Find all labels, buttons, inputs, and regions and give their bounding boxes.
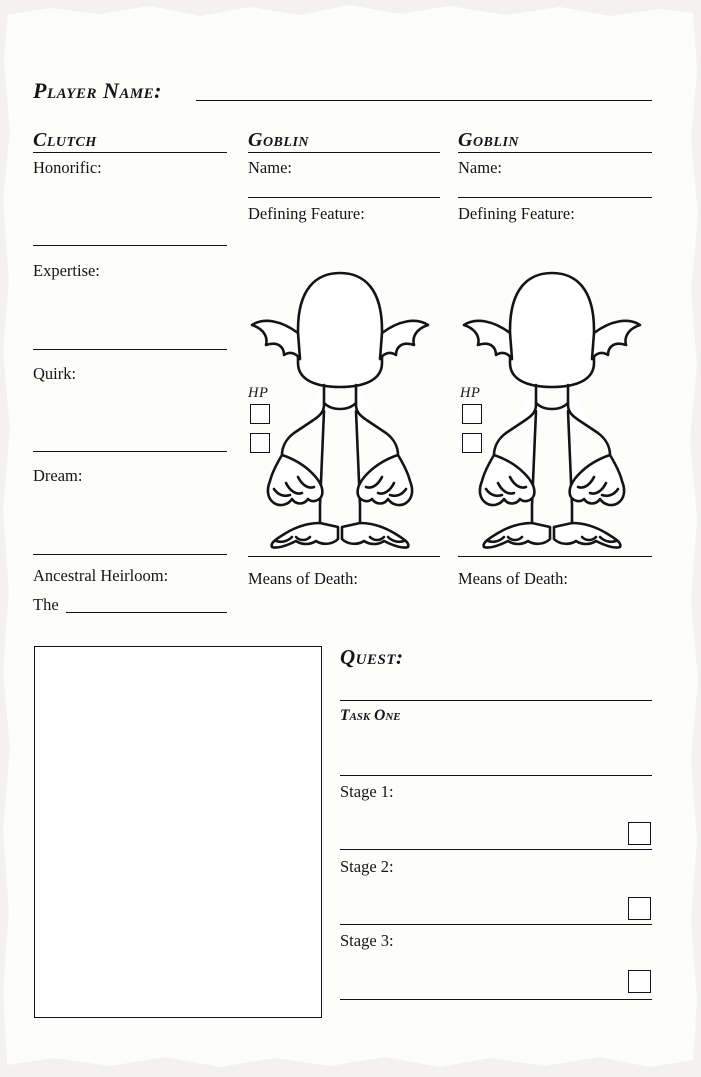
- stage-1-checkbox[interactable]: [628, 822, 651, 845]
- goblin-1-means-of-death-label: Means of Death:: [248, 569, 358, 588]
- ancestral-heirloom-prefix: The: [33, 595, 59, 614]
- stage-2-label: Stage 2:: [340, 857, 394, 876]
- goblin-1-defining-feature-input-line[interactable]: [248, 556, 440, 557]
- dream-label: Dream:: [33, 466, 83, 485]
- expertise-input-line[interactable]: [33, 349, 227, 350]
- clutch-heading: Clutch: [33, 129, 97, 151]
- paper-edge-right: [687, 0, 701, 1077]
- quest-heading: Quest:: [340, 645, 404, 669]
- stage-3-checkbox[interactable]: [628, 970, 651, 993]
- goblin-2-defining-feature-input-line[interactable]: [458, 556, 652, 557]
- honorific-label: Honorific:: [33, 158, 102, 177]
- goblin-2-name-label: Name:: [458, 158, 502, 177]
- stage-3-label: Stage 3:: [340, 931, 394, 950]
- ancestral-heirloom-label: Ancestral Heirloom:: [33, 566, 169, 585]
- paper-edge-top: [0, 0, 701, 22]
- paper-edge-left: [0, 0, 14, 1077]
- expertise-label: Expertise:: [33, 261, 100, 280]
- goblin-1-defining-feature-label: Defining Feature:: [248, 204, 365, 223]
- honorific-input-line[interactable]: [33, 245, 227, 246]
- notes-box[interactable]: [34, 646, 322, 1018]
- goblin-2-defining-feature-label: Defining Feature:: [458, 204, 575, 223]
- stage-1-label: Stage 1:: [340, 782, 394, 801]
- goblin-1-heading: Goblin: [248, 129, 310, 151]
- goblin-2-heading-rule: [458, 152, 652, 153]
- player-name-label: Player Name:: [33, 78, 163, 103]
- goblin-1-heading-rule: [248, 152, 440, 153]
- goblin-1-name-input-line[interactable]: [248, 197, 440, 198]
- paper-edge-bottom: [0, 1051, 701, 1077]
- dream-input-line[interactable]: [33, 554, 227, 555]
- task-one-label: Task One: [340, 707, 401, 724]
- quest-rule-top: [340, 700, 652, 701]
- goblin-1-illustration: [238, 255, 443, 550]
- goblin-2-illustration: [450, 255, 655, 550]
- stage-1-input-line[interactable]: [340, 849, 652, 850]
- goblin-2-means-of-death-label: Means of Death:: [458, 569, 568, 588]
- clutch-heading-rule: [33, 152, 227, 153]
- player-name-input-line[interactable]: [196, 100, 652, 101]
- goblin-2-hp-label: HP: [460, 385, 481, 401]
- goblin-1-name-label: Name:: [248, 158, 292, 177]
- goblin-2-name-input-line[interactable]: [458, 197, 652, 198]
- quirk-input-line[interactable]: [33, 451, 227, 452]
- task-one-input-line[interactable]: [340, 775, 652, 776]
- ancestral-heirloom-input-line[interactable]: [66, 612, 227, 613]
- goblin-2-heading: Goblin: [458, 129, 520, 151]
- goblin-1-hp-label: HP: [248, 385, 269, 401]
- quirk-label: Quirk:: [33, 364, 77, 383]
- stage-2-input-line[interactable]: [340, 924, 652, 925]
- stage-2-checkbox[interactable]: [628, 897, 651, 920]
- stage-3-input-line[interactable]: [340, 999, 652, 1000]
